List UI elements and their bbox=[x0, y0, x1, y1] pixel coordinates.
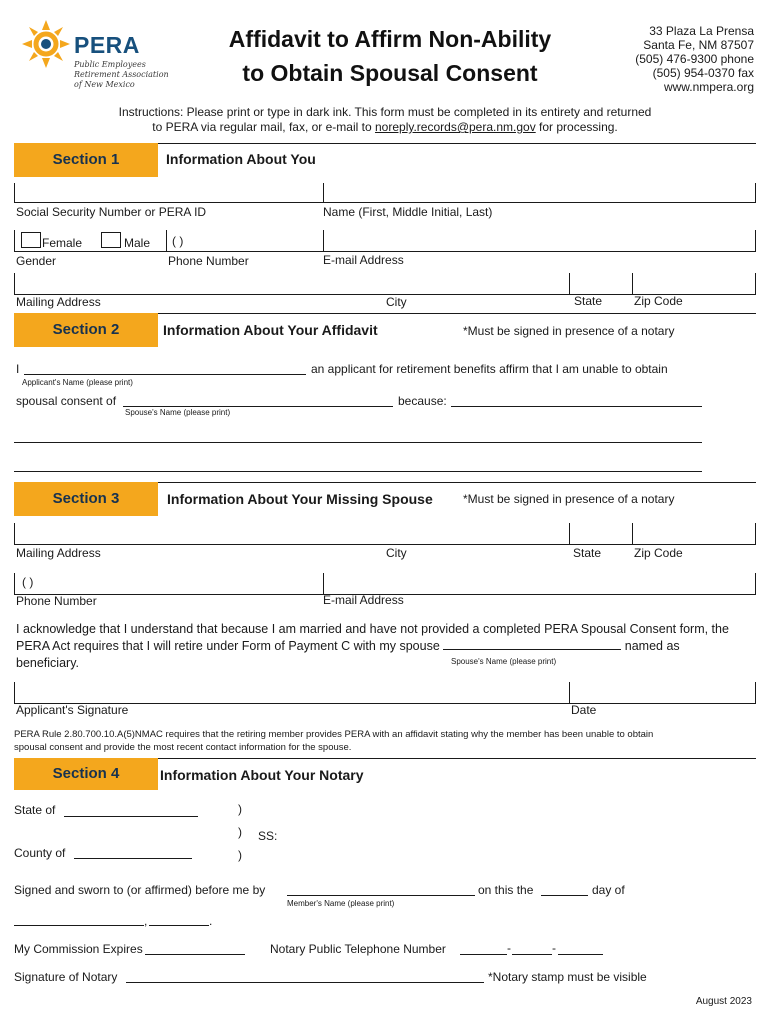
section3-tab: Section 3 bbox=[14, 482, 158, 516]
section2-notary-note: *Must be signed in presence of a notary bbox=[463, 324, 675, 338]
spouse-name-line[interactable] bbox=[123, 406, 393, 407]
mailing-address-field[interactable] bbox=[14, 273, 570, 295]
paren-2: ) bbox=[238, 825, 242, 839]
email-label: E-mail Address bbox=[323, 253, 404, 267]
spouse-name-caption: Spouse's Name (please print) bbox=[125, 408, 231, 417]
notary-phone-dash-1: - bbox=[507, 941, 511, 955]
signature-date-label: Date bbox=[571, 703, 597, 717]
section4-tab: Section 4 bbox=[14, 758, 158, 790]
section3-title: Information About Your Missing Spouse bbox=[167, 491, 433, 507]
spouse-phone-label: Phone Number bbox=[16, 594, 97, 608]
email-field[interactable] bbox=[323, 230, 756, 252]
ss-label: SS: bbox=[258, 829, 278, 843]
male-checkbox[interactable] bbox=[101, 232, 121, 248]
notary-stamp-note: *Notary stamp must be visible bbox=[488, 970, 647, 984]
county-of-line[interactable] bbox=[74, 858, 192, 859]
member-name-line[interactable] bbox=[287, 895, 475, 896]
name-field[interactable] bbox=[323, 183, 756, 203]
records-email-link[interactable]: noreply.records@pera.nm.gov bbox=[375, 120, 536, 134]
gender-label: Gender bbox=[16, 254, 57, 268]
county-of-label: County of bbox=[14, 846, 66, 860]
reason-line-1[interactable] bbox=[451, 406, 702, 407]
notary-phone-area-line[interactable] bbox=[460, 954, 507, 955]
section2-title: Information About Your Affidavit bbox=[163, 322, 378, 338]
name-label: Name (First, Middle Initial, Last) bbox=[323, 205, 493, 219]
logo-name: PERA bbox=[74, 32, 140, 58]
mailing-address-label: Mailing Address bbox=[16, 295, 101, 309]
spouse-mailing-address-field[interactable] bbox=[14, 523, 570, 545]
notary-signature-label: Signature of Notary bbox=[14, 970, 118, 984]
notary-signature-line[interactable] bbox=[126, 982, 484, 983]
reason-line-3[interactable] bbox=[14, 471, 702, 472]
state-of-label: State of bbox=[14, 803, 56, 817]
phone-paren: ( ) bbox=[172, 234, 184, 248]
instructions: Instructions: Please print or type in dark ink. This form must be completed in its entirety and returned to PERA via regular mail, fax, or e-mail to noreply.records@pera.nm.gov for processing. bbox=[118, 105, 652, 134]
reason-line-2[interactable] bbox=[14, 442, 702, 443]
paren-3: ) bbox=[238, 848, 242, 862]
spouse-mailing-label: Mailing Address bbox=[16, 546, 101, 560]
pera-address: 33 Plaza La Prensa Santa Fe, NM 87507 (505) 476-9300 phone (505) 954-0370 fax www.nmpera.org bbox=[635, 24, 754, 94]
affirm-text: an applicant for retirement benefits affirm that I am unable to obtain bbox=[311, 362, 668, 376]
paren-1: ) bbox=[238, 802, 242, 816]
date-period: . bbox=[209, 914, 213, 928]
spouse-phone-field[interactable] bbox=[14, 573, 324, 595]
applicant-name-caption: Applicant's Name (please print) bbox=[22, 378, 133, 387]
acknowledgement: I acknowledge that I understand that because I am married and have not provided a completed PERA Spousal Consent form, the PERA Act requires that I will retire under Form of Payment C with my spouse named as beneficiary. bbox=[16, 622, 729, 670]
signature-date-field[interactable] bbox=[569, 682, 756, 704]
spouse-phone-paren: ( ) bbox=[22, 575, 34, 589]
month-line[interactable] bbox=[14, 925, 144, 926]
state-label: State bbox=[574, 294, 603, 308]
spouse-email-label: E-mail Address bbox=[323, 593, 404, 607]
form-title-line1: Affidavit to Affirm Non-Ability bbox=[228, 26, 552, 52]
member-name-caption: Member's Name (please print) bbox=[287, 899, 395, 908]
spouse-state-label: State bbox=[573, 546, 602, 560]
spousal-consent-text: spousal consent of bbox=[16, 394, 117, 408]
ssn-field[interactable] bbox=[14, 183, 324, 203]
commission-expires-label: My Commission Expires bbox=[14, 942, 143, 956]
ssn-label: Social Security Number or PERA ID bbox=[16, 205, 207, 219]
zip-field[interactable] bbox=[632, 273, 756, 295]
section3-notary-note: *Must be signed in presence of a notary bbox=[463, 492, 675, 506]
notary-phone-dash-2: - bbox=[552, 941, 556, 955]
notary-phone-number-line[interactable] bbox=[558, 954, 603, 955]
date-comma: , bbox=[144, 914, 148, 928]
female-checkbox[interactable] bbox=[21, 232, 41, 248]
zip-label: Zip Code bbox=[634, 294, 683, 308]
form-title-line2: to Obtain Spousal Consent bbox=[242, 60, 538, 86]
spouse-email-field[interactable] bbox=[323, 573, 756, 595]
notary-phone-prefix-line[interactable] bbox=[512, 954, 552, 955]
notary-phone-label: Notary Public Telephone Number bbox=[270, 942, 446, 956]
applicant-name-line[interactable] bbox=[24, 374, 306, 375]
spouse-city-label: City bbox=[386, 546, 407, 560]
revision-date: August 2023 bbox=[695, 996, 752, 1007]
because-text: because: bbox=[398, 394, 447, 408]
spouse-state-field[interactable] bbox=[569, 523, 633, 545]
section2-tab: Section 2 bbox=[14, 313, 158, 347]
city-label: City bbox=[386, 295, 407, 309]
affirm-i: I bbox=[16, 362, 20, 376]
state-of-line[interactable] bbox=[64, 816, 198, 817]
logo-subtitle: Public Employees Retirement Association of New Mexico bbox=[74, 60, 169, 89]
day-line[interactable] bbox=[541, 895, 588, 896]
on-this-text: on this the bbox=[478, 883, 534, 897]
signed-sworn-text: Signed and sworn to (or affirmed) before me by bbox=[14, 883, 266, 897]
section1-tab: Section 1 bbox=[14, 143, 158, 177]
ack-spouse-caption: Spouse's Name (please print) bbox=[451, 657, 557, 666]
commission-expires-line[interactable] bbox=[145, 954, 245, 955]
state-field[interactable] bbox=[569, 273, 633, 295]
applicant-signature-label: Applicant's Signature bbox=[16, 703, 129, 717]
pera-rule-note: PERA Rule 2.80.700.10.A(5)NMAC requires that the retiring member provides PERA with an affidavit stating why the member has been unable to obtain spousal consent and provide the most recent contact information for the spouse. bbox=[14, 729, 654, 753]
section4-title: Information About Your Notary bbox=[160, 767, 364, 783]
pera-sun-icon bbox=[20, 18, 72, 70]
phone-label: Phone Number bbox=[168, 254, 249, 268]
day-of-text: day of bbox=[592, 883, 625, 897]
spouse-zip-field[interactable] bbox=[632, 523, 756, 545]
spouse-zip-label: Zip Code bbox=[634, 546, 683, 560]
female-label: Female bbox=[42, 236, 83, 250]
applicant-signature-field[interactable] bbox=[14, 682, 570, 704]
male-label: Male bbox=[124, 236, 151, 250]
phone-field[interactable] bbox=[166, 230, 324, 252]
section1-title: Information About You bbox=[166, 151, 316, 167]
year-line[interactable] bbox=[149, 925, 209, 926]
